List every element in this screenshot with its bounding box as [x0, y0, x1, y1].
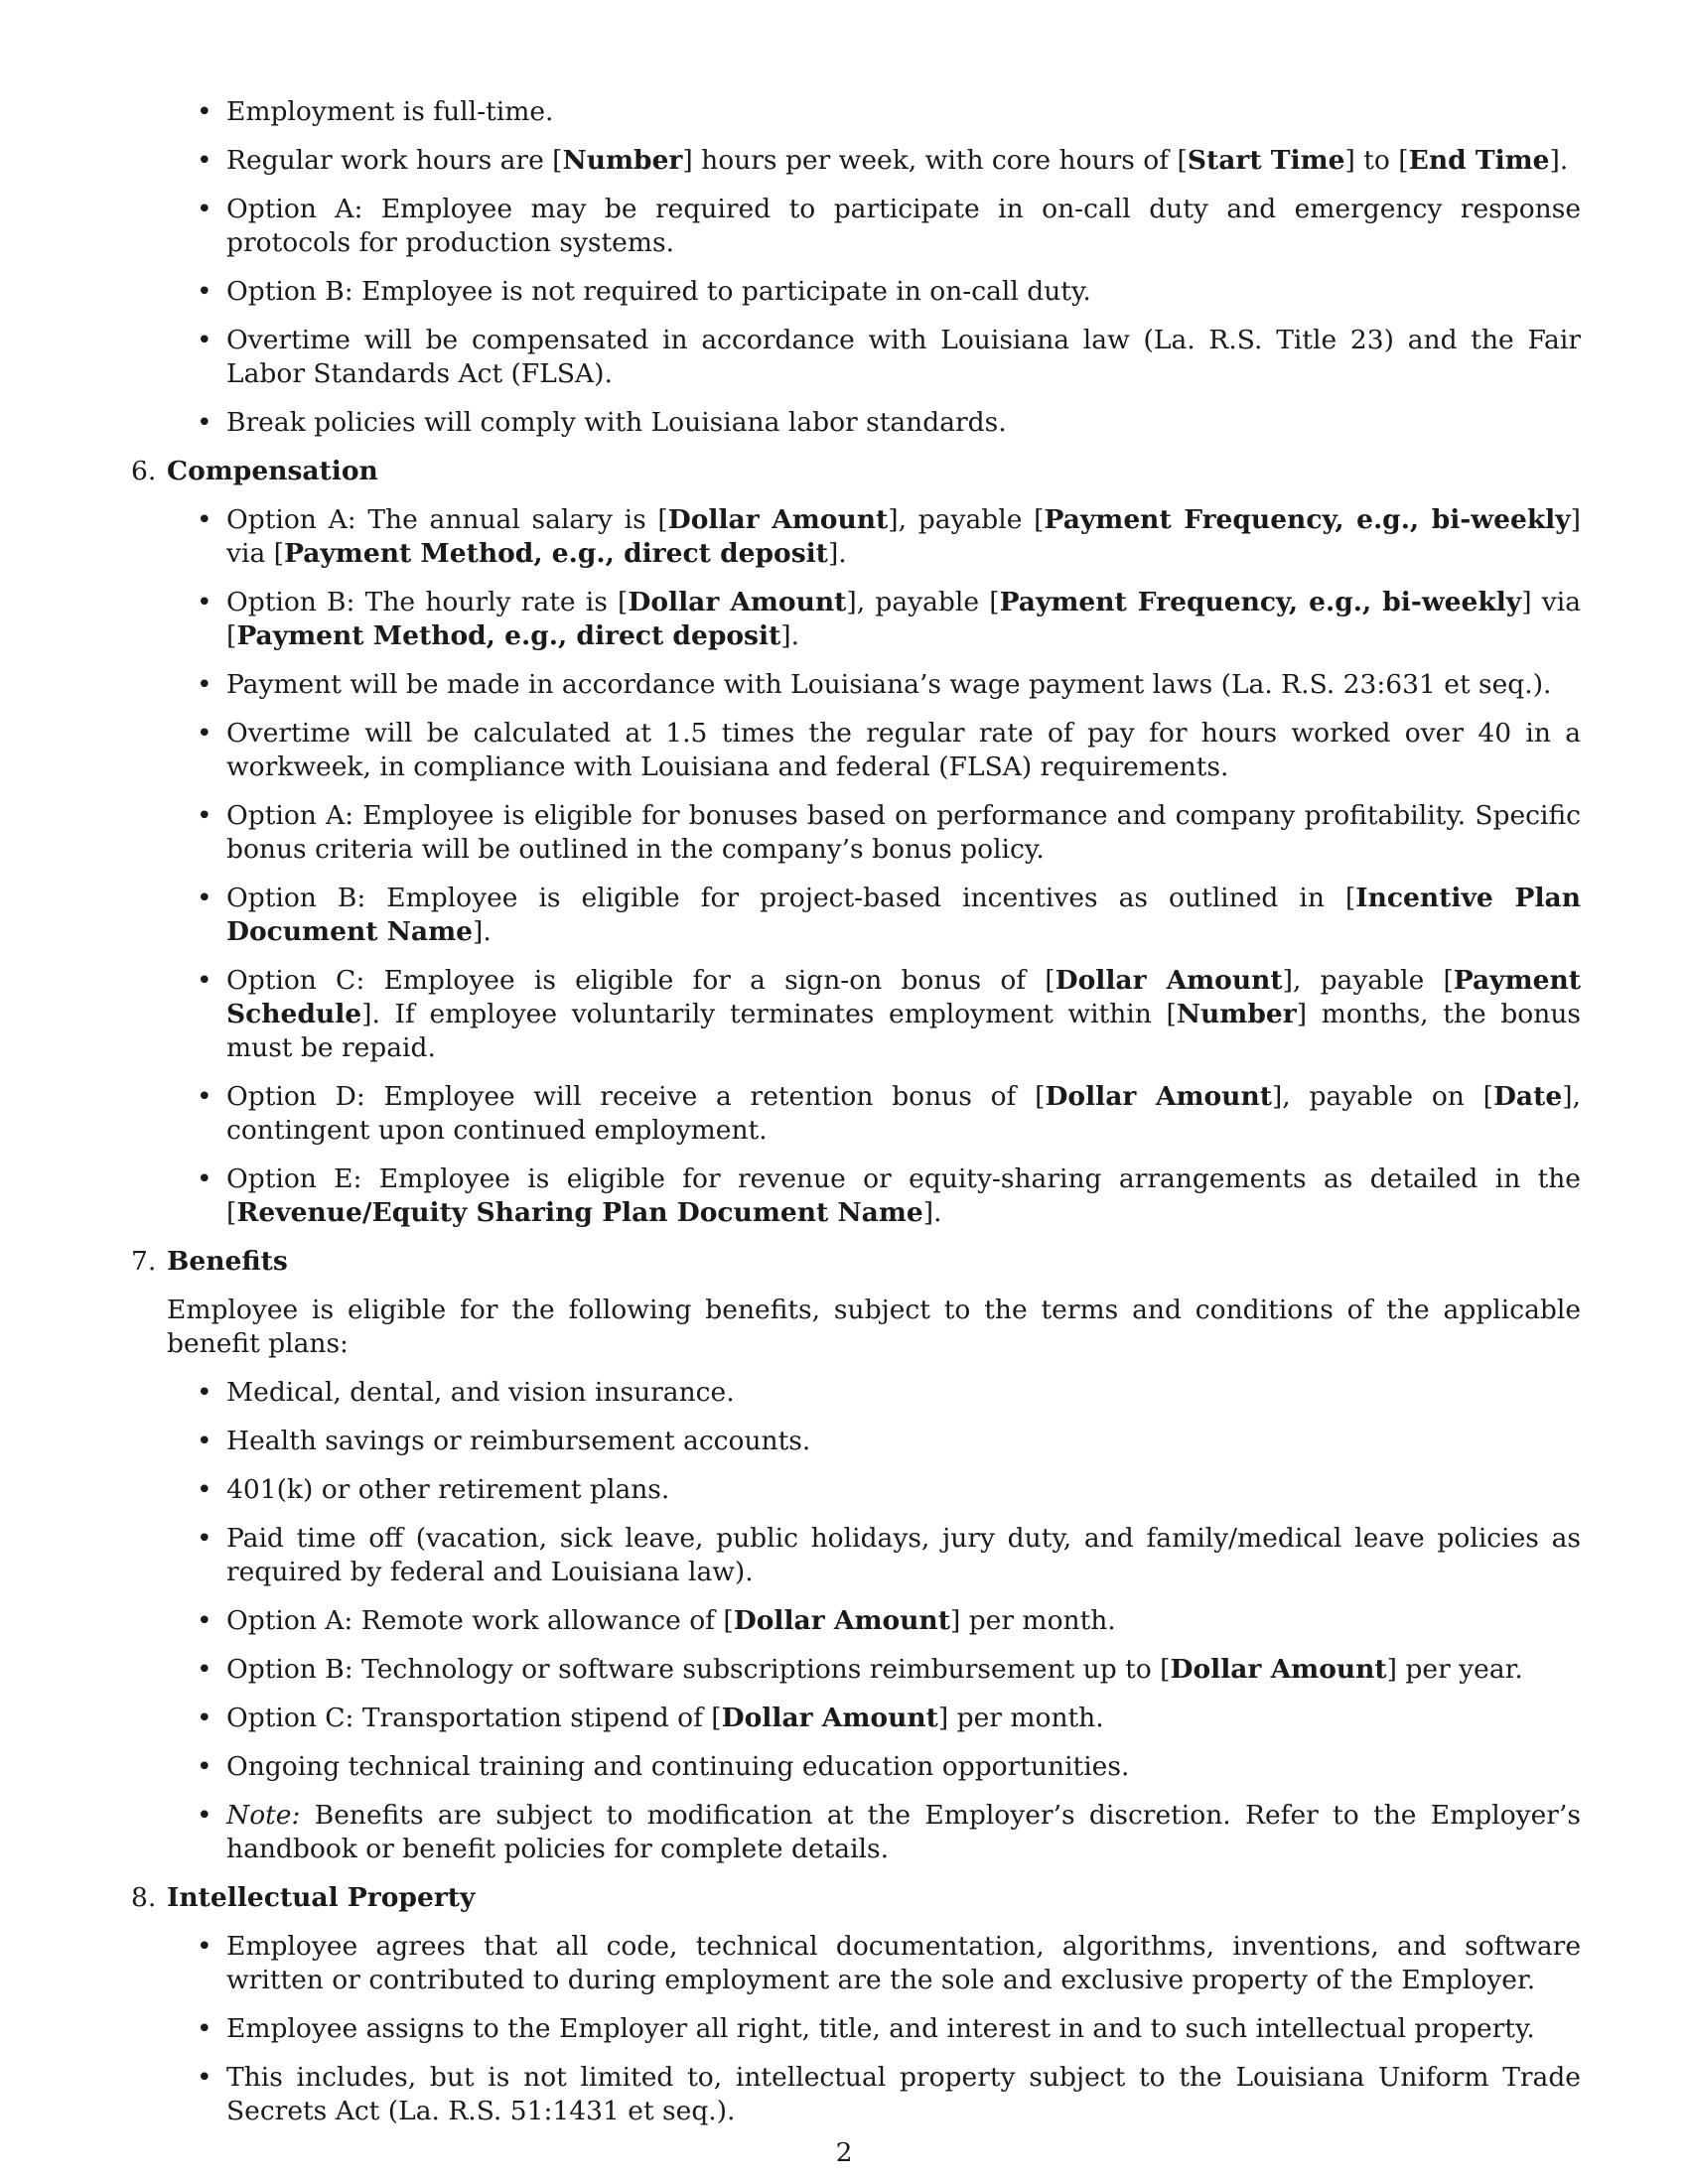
list-item: • Employee agrees that all code, technical documentation, algorithms, inventions, and software written or contributed to during employment are the sole and exclusive property of the Employer. [226, 1930, 1581, 1997]
list-item: • Option C: Transportation stipend of [Dollar Amount] per month. [226, 1702, 1581, 1735]
list-item: • Option A: Remote work allowance of [Dollar Amount] per month. [226, 1604, 1581, 1638]
compensation-list [167, 503, 1581, 1230]
section-title: Compensation [167, 456, 378, 486]
section-heading [131, 1245, 1581, 1279]
list-item: • Employment is full-time. [226, 95, 1581, 129]
list-item: • Break policies will comply with Louisiana labor standards. [226, 406, 1581, 440]
section-title: Benefits [167, 1246, 288, 1277]
list-item: • Option E: Employee is eligible for revenue or equity-sharing arrangements as detailed in the [Revenue/Equity Sharing Plan Document Name]. [226, 1162, 1581, 1230]
list-item: • Option A: The annual salary is [Dollar Amount], payable [Payment Frequency, e.g., bi-weekly] via [Payment Method, e.g., direct deposit]. [226, 503, 1581, 571]
section-number: 6. [131, 456, 157, 486]
section-heading [131, 455, 1581, 488]
list-item: • This includes, but is not limited to, intellectual property subject to the Louisiana Uniform Trade Secrets Act (La. R.S. 51:1431 et seq.). [226, 2061, 1581, 2128]
list-item: • Option B: Employee is eligible for project-based incentives as outlined in [Incentive Plan Document Name]. [226, 882, 1581, 949]
ip-list [167, 1930, 1581, 2128]
list-item: • Medical, dental, and vision insurance. [226, 1376, 1581, 1410]
document-page [131, 95, 1581, 2143]
list-item: • Option B: The hourly rate is [Dollar Amount], payable [Payment Frequency, e.g., bi-weekly] via [Payment Method, e.g., direct deposit]. [226, 586, 1581, 653]
list-item: • Option C: Employee is eligible for a sign-on bonus of [Dollar Amount], payable [Payment Schedule]. If employee voluntarily terminates employment within [Number] months, the bonus must be repaid. [226, 964, 1581, 1065]
list-item: • Note: Benefits are subject to modification at the Employer’s discretion. Refer to the Employer’s handbook or benefit policies for complete details. [226, 1799, 1581, 1866]
list-item: • Option B: Employee is not required to participate in on-call duty. [226, 275, 1581, 309]
section-title: Intellectual Property [167, 1882, 476, 1913]
list-item: • 401(k) or other retirement plans. [226, 1473, 1581, 1507]
list-item: • Option D: Employee will receive a retention bonus of [Dollar Amount], payable on [Date], contingent upon continued employment. [226, 1080, 1581, 1148]
section-heading [131, 1881, 1581, 1915]
benefits-list [167, 1376, 1581, 1866]
section-compensation [131, 455, 1581, 1230]
section-benefits [131, 1245, 1581, 1866]
section-number: 7. [131, 1246, 157, 1277]
page-number: 2 [835, 2137, 853, 2168]
section-number: 8. [131, 1882, 157, 1913]
list-item: • Paid time off (vacation, sick leave, public holidays, jury duty, and family/medical leave policies as required by federal and Louisiana law). [226, 1522, 1581, 1589]
list-item: • Option A: Employee is eligible for bonuses based on performance and company profitability. Specific bonus criteria will be outlined in the company’s bonus policy. [226, 799, 1581, 867]
benefits-intro: Employee is eligible for the following benefits, subject to the terms and conditions of the applicable benefit plans: [167, 1295, 1581, 1359]
list-item: • Health savings or reimbursement accounts. [226, 1425, 1581, 1458]
list-item: • Overtime will be calculated at 1.5 times the regular rate of pay for hours worked over 40 in a workweek, in compliance with Louisiana and federal (FLSA) requirements. [226, 717, 1581, 784]
list-item: • Regular work hours are [Number] hours per week, with core hours of [Start Time] to [End Time]. [226, 144, 1581, 178]
list-item: • Payment will be made in accordance with Louisiana’s wage payment laws (La. R.S. 23:631 et seq.). [226, 668, 1581, 702]
list-item: • Option B: Technology or software subscriptions reimbursement up to [Dollar Amount] per year. [226, 1653, 1581, 1687]
list-item: • Employee assigns to the Employer all right, title, and interest in and to such intellectual property. [226, 2012, 1581, 2046]
section-intellectual-property [131, 1881, 1581, 2128]
list-item: • Option A: Employee may be required to participate in on-call duty and emergency response protocols for production systems. [226, 193, 1581, 260]
work-hours-list [167, 95, 1581, 440]
list-item: • Ongoing technical training and continuing education opportunities. [226, 1750, 1581, 1784]
list-item: • Overtime will be compensated in accordance with Louisiana law (La. R.S. Title 23) and the Fair Labor Standards Act (FLSA). [226, 324, 1581, 391]
